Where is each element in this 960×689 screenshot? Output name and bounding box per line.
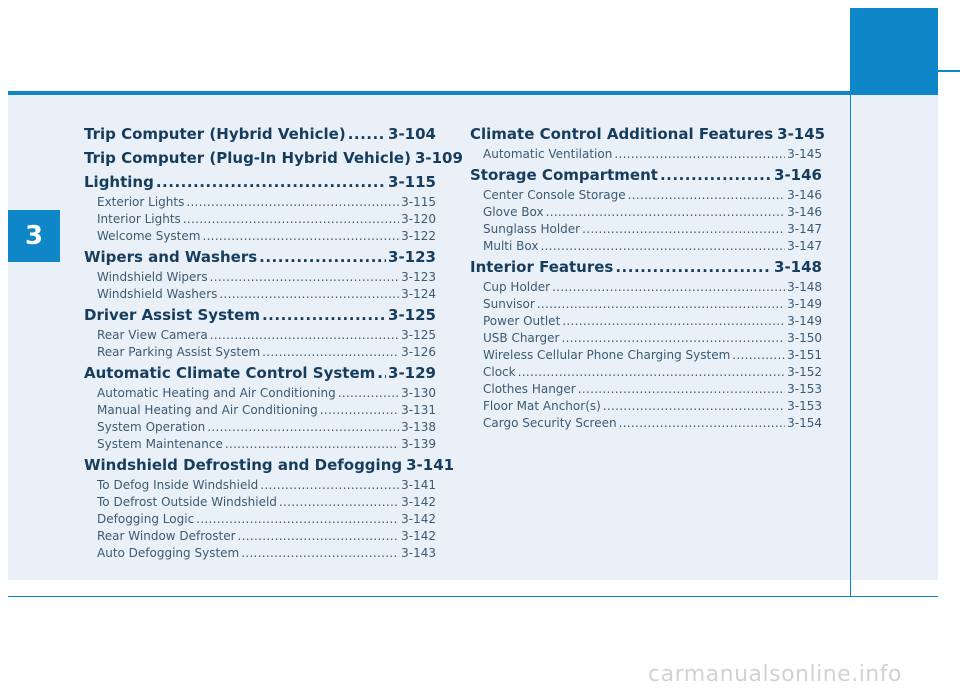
toc-subsection-entry[interactable] bbox=[84, 529, 436, 546]
bottom-rule bbox=[8, 596, 938, 597]
toc-entry-page: 3-145 bbox=[777, 125, 826, 143]
chapter-tab: 3 bbox=[8, 210, 60, 262]
toc-subsection-entry[interactable] bbox=[470, 297, 822, 314]
toc-entry-page: 3-129 bbox=[388, 364, 436, 382]
toc-subsection-entry[interactable] bbox=[84, 478, 436, 495]
toc-leader-dots bbox=[183, 212, 399, 226]
toc-entry-page: 3-154 bbox=[787, 416, 822, 430]
toc-subsection-entry[interactable] bbox=[84, 270, 436, 287]
toc-subsection-entry[interactable] bbox=[84, 195, 436, 212]
toc-section-entry[interactable] bbox=[84, 364, 436, 386]
toc-entry-page: 3-104 bbox=[388, 125, 436, 143]
toc-entry-label: Windshield Wipers bbox=[97, 270, 208, 284]
corner-block bbox=[851, 8, 938, 108]
toc-entry-page: 3-148 bbox=[787, 280, 822, 294]
toc-entry-label: Manual Heating and Air Conditioning bbox=[97, 403, 318, 417]
toc-leader-dots bbox=[262, 345, 399, 359]
toc-leader-dots bbox=[259, 248, 386, 266]
toc-section-entry[interactable] bbox=[84, 125, 436, 147]
toc-entry-label: Trip Computer (Plug-In Hybrid Vehicle) bbox=[84, 149, 411, 167]
toc-entry-page: 3-142 bbox=[401, 529, 436, 543]
toc-subsection-entry[interactable] bbox=[470, 205, 822, 222]
toc-leader-dots bbox=[279, 495, 399, 509]
toc-section-entry[interactable] bbox=[470, 125, 826, 147]
toc-entry-page: 3-146 bbox=[787, 188, 822, 202]
toc-entry-page: 3-147 bbox=[787, 222, 822, 236]
toc-entry-page: 3-115 bbox=[388, 173, 436, 191]
toc-leader-dots bbox=[207, 420, 399, 434]
toc-leader-dots bbox=[219, 287, 399, 301]
top-rule-right bbox=[938, 70, 960, 72]
toc-leader-dots bbox=[202, 229, 399, 243]
toc-entry-page: 3-152 bbox=[787, 365, 822, 379]
toc-leader-dots bbox=[262, 306, 386, 324]
toc-entry-label: Sunglass Holder bbox=[483, 222, 581, 236]
toc-subsection-entry[interactable] bbox=[84, 512, 436, 529]
toc-entry-label: Rear Parking Assist System bbox=[97, 345, 261, 359]
toc-leader-dots bbox=[196, 512, 399, 526]
toc-entry-label: Interior Lights bbox=[97, 212, 181, 226]
toc-entry-label: System Maintenance bbox=[97, 437, 223, 451]
toc-leader-dots bbox=[320, 403, 399, 417]
toc-subsection-entry[interactable] bbox=[84, 212, 436, 229]
toc-entry-label: Wipers and Washers bbox=[84, 248, 258, 266]
toc-entry-label: Interior Features bbox=[470, 258, 614, 276]
toc-subsection-entry[interactable] bbox=[84, 386, 436, 403]
toc-subsection-entry[interactable] bbox=[470, 382, 822, 399]
toc-entry-label: Rear Window Defroster bbox=[97, 529, 236, 543]
toc-subsection-entry[interactable] bbox=[84, 345, 436, 362]
toc-entry-page: 3-153 bbox=[787, 399, 822, 413]
toc-entry-label: Exterior Lights bbox=[97, 195, 185, 209]
toc-subsection-entry[interactable] bbox=[84, 420, 436, 437]
toc-section-entry[interactable] bbox=[84, 248, 436, 270]
toc-entry-page: 3-123 bbox=[401, 270, 436, 284]
toc-section-entry[interactable] bbox=[470, 258, 822, 280]
toc-leader-dots bbox=[186, 195, 399, 209]
toc-leader-dots bbox=[660, 166, 772, 184]
toc-leader-dots bbox=[561, 331, 785, 345]
toc-entry-label: Lighting bbox=[84, 173, 154, 191]
toc-subsection-entry[interactable] bbox=[84, 495, 436, 512]
toc-entry-label: Rear View Camera bbox=[97, 328, 208, 342]
toc-subsection-entry[interactable] bbox=[470, 188, 822, 205]
toc-entry-label: Glove Box bbox=[483, 205, 544, 219]
toc-leader-dots bbox=[210, 270, 400, 284]
toc-leader-dots bbox=[540, 239, 785, 253]
toc-entry-label: Driver Assist System bbox=[84, 306, 260, 324]
toc-entry-page: 3-125 bbox=[388, 306, 436, 324]
toc-leader-dots bbox=[518, 365, 786, 379]
toc-subsection-entry[interactable] bbox=[84, 546, 436, 563]
toc-leader-dots bbox=[628, 188, 786, 202]
toc-entry-page: 3-123 bbox=[388, 248, 436, 266]
toc-leader-dots bbox=[348, 125, 386, 143]
toc-entry-label: Defogging Logic bbox=[97, 512, 195, 526]
toc-leader-dots bbox=[582, 222, 785, 236]
toc-subsection-entry[interactable] bbox=[470, 239, 822, 256]
margin-line bbox=[850, 8, 851, 597]
toc-entry-label: Windshield Washers bbox=[97, 287, 218, 301]
toc-entry-label: Clock bbox=[483, 365, 516, 379]
toc-leader-dots bbox=[614, 147, 785, 161]
toc-leader-dots bbox=[615, 258, 772, 276]
toc-entry-label: Floor Mat Anchor(s) bbox=[483, 399, 601, 413]
toc-entry-label: Trip Computer (Hybrid Vehicle) bbox=[84, 125, 346, 143]
toc-leader-dots bbox=[338, 386, 399, 400]
toc-leader-dots bbox=[578, 382, 785, 396]
toc-column-left bbox=[84, 123, 463, 563]
toc-entry-page: 3-150 bbox=[787, 331, 822, 345]
toc-entry-page: 3-143 bbox=[401, 546, 436, 560]
toc-entry-label: Center Console Storage bbox=[483, 188, 626, 202]
toc-leader-dots bbox=[241, 546, 399, 560]
toc-entry-page: 3-109 bbox=[414, 149, 463, 167]
toc-subsection-entry[interactable] bbox=[84, 287, 436, 304]
toc-entry-label: Climate Control Additional Features bbox=[470, 125, 774, 143]
toc-entry-label: Power Outlet bbox=[483, 314, 561, 328]
toc-entry-page: 3-147 bbox=[787, 239, 822, 253]
toc-section-entry[interactable] bbox=[470, 166, 822, 188]
toc-entry-page: 3-141 bbox=[406, 456, 455, 474]
toc-entry-label: Multi Box bbox=[483, 239, 539, 253]
toc-entry-page: 3-148 bbox=[774, 258, 822, 276]
toc-subsection-entry[interactable] bbox=[84, 403, 436, 420]
toc-entry-page: 3-115 bbox=[401, 195, 436, 209]
toc-entry-page: 3-146 bbox=[774, 166, 822, 184]
toc-leader-dots bbox=[225, 437, 399, 451]
toc-entry-page: 3-142 bbox=[401, 495, 436, 509]
toc-subsection-entry[interactable] bbox=[470, 348, 822, 365]
toc-column-right bbox=[470, 123, 826, 433]
toc-entry-label: Automatic Heating and Air Conditioning bbox=[97, 386, 336, 400]
toc-section-entry[interactable] bbox=[84, 456, 455, 478]
toc-entry-page: 3-126 bbox=[401, 345, 436, 359]
toc-entry-label: Welcome System bbox=[97, 229, 201, 243]
toc-subsection-entry[interactable] bbox=[470, 222, 822, 239]
watermark: carmanualsonline.info bbox=[648, 662, 902, 687]
toc-entry-page: 3-139 bbox=[401, 437, 436, 451]
toc-entry-label: System Operation bbox=[97, 420, 206, 434]
toc-entry-page: 3-138 bbox=[401, 420, 436, 434]
toc-leader-dots bbox=[238, 529, 400, 543]
toc-entry-label: To Defrost Outside Windshield bbox=[97, 495, 277, 509]
toc-entry-label: Storage Compartment bbox=[470, 166, 658, 184]
toc-leader-dots bbox=[546, 205, 786, 219]
toc-entry-page: 3-151 bbox=[787, 348, 822, 362]
toc-subsection-entry[interactable] bbox=[470, 314, 822, 331]
toc-entry-page: 3-145 bbox=[787, 147, 822, 161]
toc-subsection-entry[interactable] bbox=[470, 365, 822, 382]
toc-entry-page: 3-122 bbox=[401, 229, 436, 243]
toc-entry-page: 3-149 bbox=[787, 314, 822, 328]
toc-entry-label: Cargo Security Screen bbox=[483, 416, 617, 430]
toc-entry-label: Windshield Defrosting and Defogging bbox=[84, 456, 403, 474]
toc-leader-dots bbox=[537, 297, 785, 311]
toc-section-entry[interactable] bbox=[84, 306, 436, 328]
toc-entry-page: 3-141 bbox=[401, 478, 436, 492]
toc-entry-label: Auto Defogging System bbox=[97, 546, 240, 560]
toc-entry-page: 3-120 bbox=[401, 212, 436, 226]
toc-entry-label: Clothes Hanger bbox=[483, 382, 576, 396]
toc-entry-label: Cup Holder bbox=[483, 280, 551, 294]
toc-entry-page: 3-149 bbox=[787, 297, 822, 311]
toc-entry-page: 3-131 bbox=[401, 403, 436, 417]
toc-subsection-entry[interactable] bbox=[470, 399, 822, 416]
toc-entry-label: Wireless Cellular Phone Charging System bbox=[483, 348, 731, 362]
toc-subsection-entry[interactable] bbox=[84, 437, 436, 454]
toc-entry-page: 3-130 bbox=[401, 386, 436, 400]
toc-leader-dots bbox=[260, 478, 399, 492]
toc-entry-page: 3-125 bbox=[401, 328, 436, 342]
toc-subsection-entry[interactable] bbox=[470, 331, 822, 348]
toc-subsection-entry[interactable] bbox=[470, 147, 822, 164]
toc-subsection-entry[interactable] bbox=[84, 328, 436, 345]
toc-entry-page: 3-124 bbox=[401, 287, 436, 301]
toc-leader-dots bbox=[210, 328, 399, 342]
toc-entry-label: Automatic Ventilation bbox=[483, 147, 613, 161]
toc-entry-page: 3-146 bbox=[787, 205, 822, 219]
toc-section-entry[interactable] bbox=[84, 173, 436, 195]
toc-leader-dots bbox=[377, 364, 386, 382]
toc-subsection-entry[interactable] bbox=[470, 416, 822, 433]
toc-leader-dots bbox=[619, 416, 786, 430]
toc-entry-label: USB Charger bbox=[483, 331, 560, 345]
toc-entry-page: 3-142 bbox=[401, 512, 436, 526]
toc-leader-dots bbox=[552, 280, 785, 294]
toc-entry-label: To Defog Inside Windshield bbox=[97, 478, 259, 492]
toc-entry-label: Sunvisor bbox=[483, 297, 535, 311]
toc-leader-dots bbox=[603, 399, 785, 413]
toc-leader-dots bbox=[156, 173, 386, 191]
toc-entry-label: Automatic Climate Control System bbox=[84, 364, 376, 382]
toc-subsection-entry[interactable] bbox=[470, 280, 822, 297]
toc-entry-page: 3-153 bbox=[787, 382, 822, 396]
toc-leader-dots bbox=[732, 348, 785, 362]
toc-section-entry[interactable] bbox=[84, 149, 463, 171]
toc-subsection-entry[interactable] bbox=[84, 229, 436, 246]
toc-leader-dots bbox=[562, 314, 785, 328]
